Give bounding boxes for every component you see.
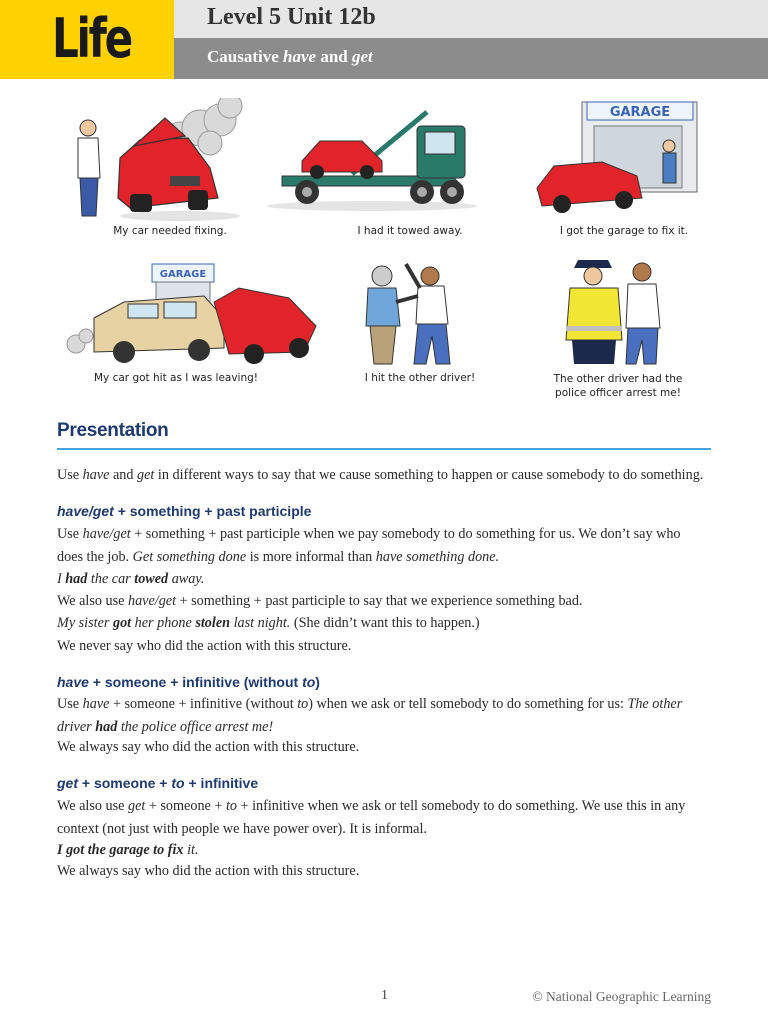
caption-3: I got the garage to fix it.: [559, 225, 689, 237]
section1-example-2: My sister got her phone stolen last night. (She didn’t want this to happen.): [57, 615, 480, 631]
garage-sign-2: GARAGE: [159, 269, 207, 280]
life-logo: Life: [52, 7, 131, 70]
section3-heading: get + someone + to + infinitive: [57, 775, 259, 791]
section2-line-2: We always say who did the action with this structure.: [57, 739, 360, 755]
section2-paragraph: Use have + someone + infinitive (without to) when we ask or tell somebody to do something for us: The other driver had the police office arrest me!: [57, 696, 683, 735]
fight-illustration: [352, 256, 482, 368]
section1-paragraph: Use have/get + something + past participle when we pay somebody to do something for us. We don’t say who does the job. Get something done is more informal than have something done.: [57, 526, 681, 565]
caption-6: The other driver had the police officer arrest me!: [553, 373, 683, 399]
logo-banner: [0, 0, 174, 79]
caption-4: My car got hit as I was leaving!: [93, 372, 259, 384]
subtitle-bar: [174, 38, 768, 79]
section1-line-3: We never say who did the action with this structure.: [57, 638, 352, 654]
broken-car-illustration: [70, 98, 250, 224]
intro-paragraph: Use have and get in different ways to say that we cause something to happen or cause somebody to do something.: [57, 467, 704, 483]
section3-example: I got the garage to fix it.: [57, 842, 199, 858]
garage-sign: GARAGE: [609, 105, 671, 120]
police-arrest-illustration: [556, 252, 676, 368]
car-crash-illustration: [64, 262, 322, 368]
page-number: 1: [381, 988, 388, 1003]
page-subtitle: Causative have and get: [207, 47, 373, 66]
caption-5: I hit the other driver!: [364, 372, 476, 384]
section1-heading: have/get + something + past participle: [57, 503, 312, 519]
section1-line-2: We also use have/get + something + past participle to say that we experience something bad.: [57, 593, 583, 609]
copyright: © National Geographic Learning: [532, 989, 711, 1004]
section3-paragraph: We also use get + someone + to + infinitive when we ask or tell somebody to do something. We use this in any context (not just with people we have power over). It is informal.: [57, 798, 686, 837]
caption-2: I had it towed away.: [357, 225, 463, 237]
section3-line-2: We always say who did the action with this structure.: [57, 863, 360, 879]
page-title: Level 5 Unit 12b: [207, 4, 376, 30]
section1-example-1: I had the car towed away.: [57, 571, 205, 587]
title-bar: [174, 0, 768, 38]
presentation-heading: Presentation: [57, 420, 169, 441]
garage-illustration: [532, 98, 702, 218]
caption-1: My car needed fixing.: [113, 225, 227, 237]
tow-truck-illustration: [262, 106, 484, 214]
heading-rule: [57, 448, 711, 450]
section2-heading: have + someone + infinitive (without to): [57, 674, 320, 690]
